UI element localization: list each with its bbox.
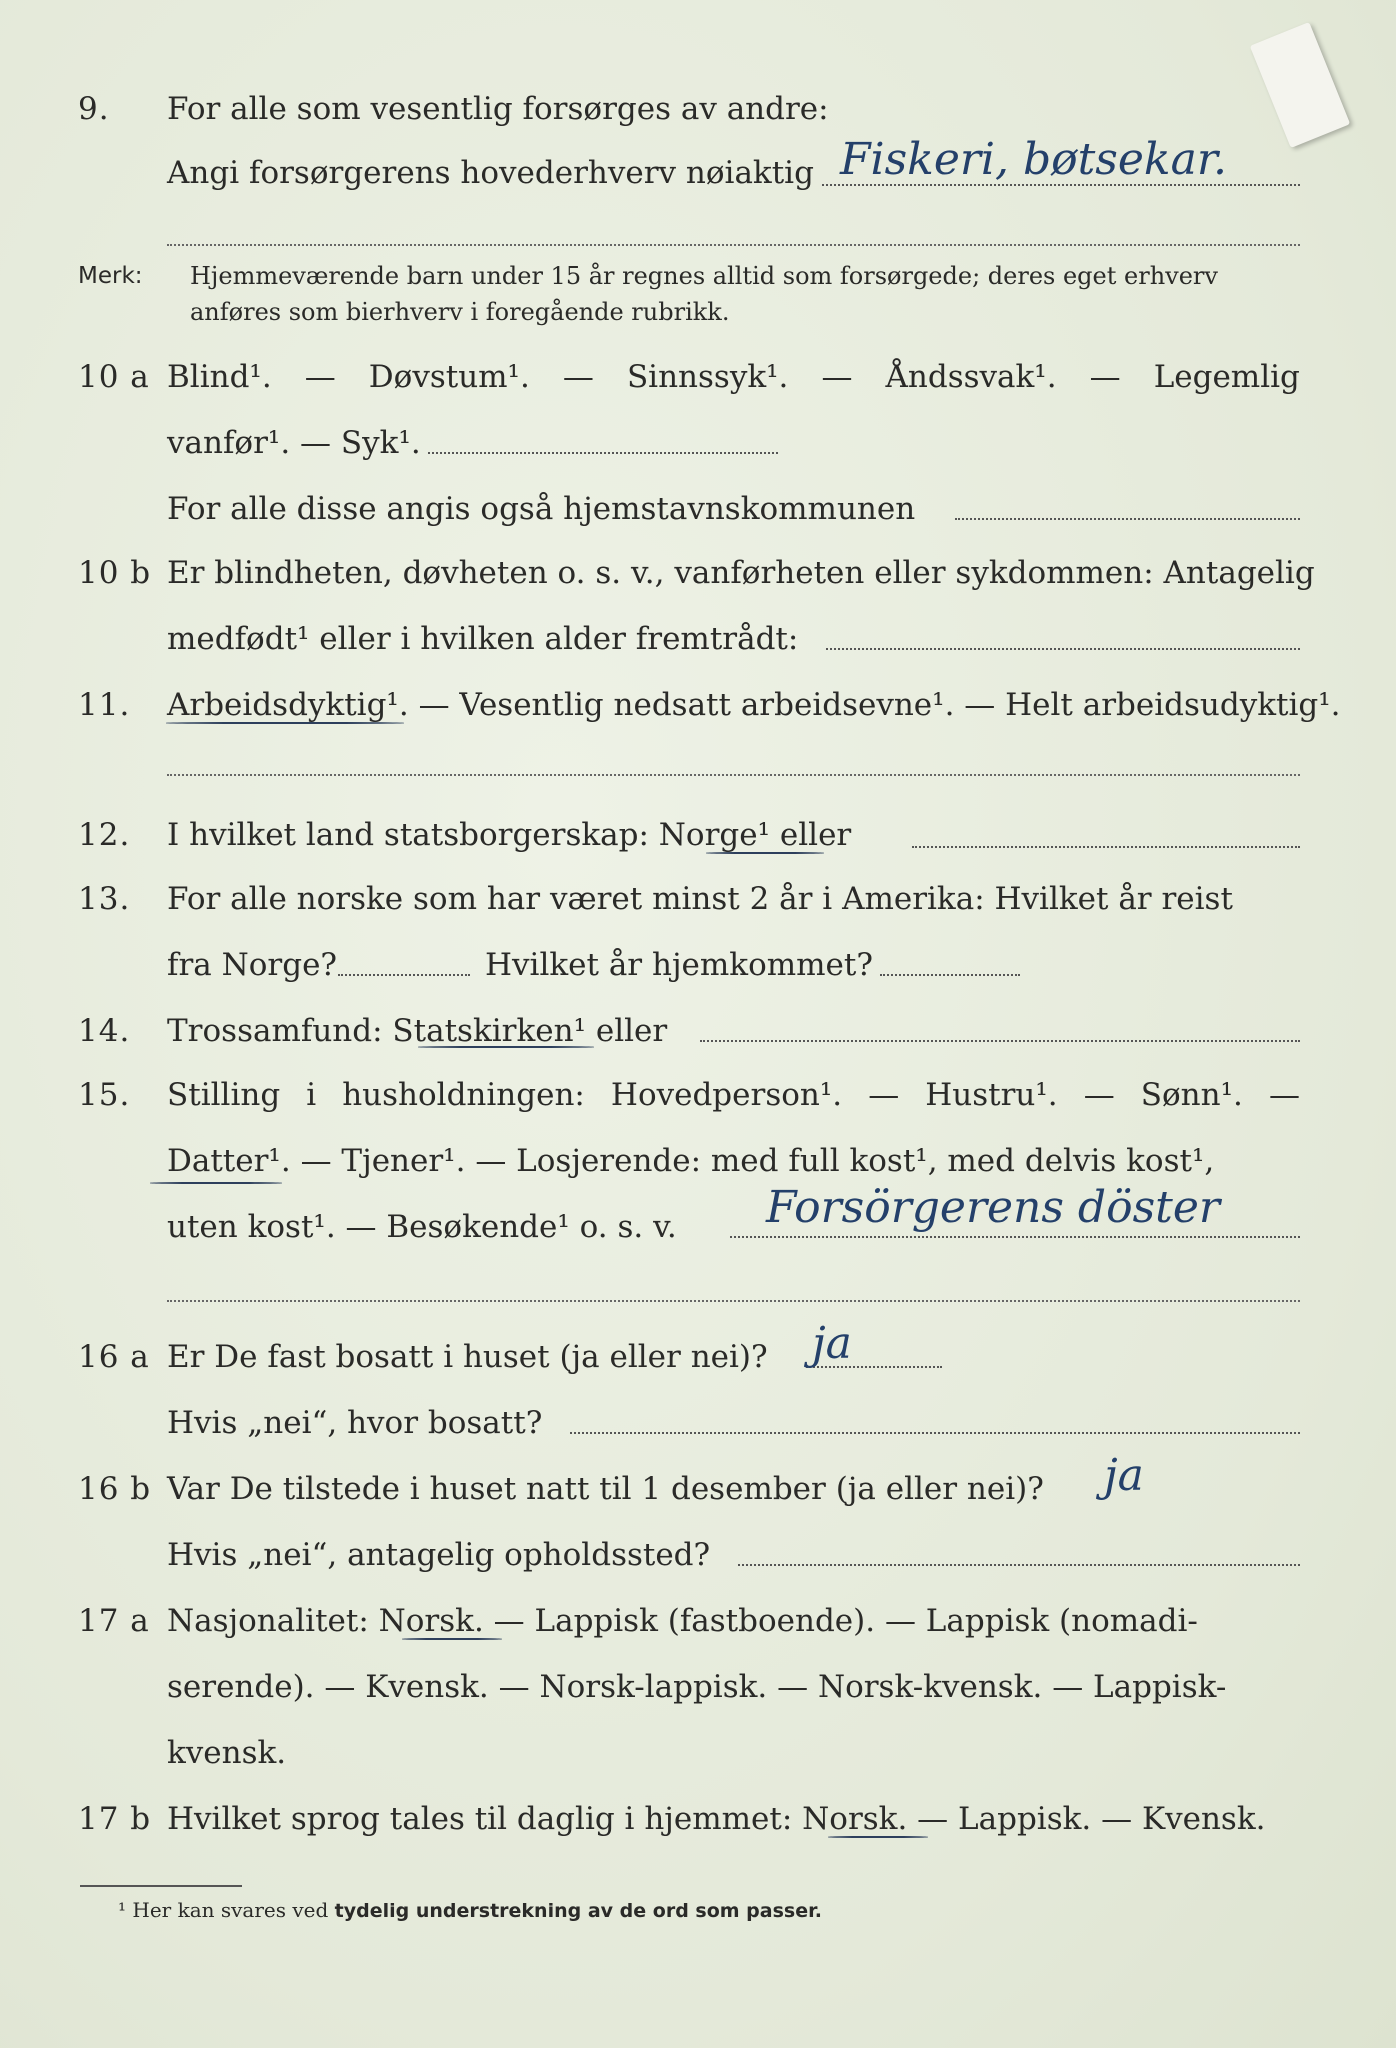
q17b-underline-mark xyxy=(828,1836,928,1838)
q17a-prefix: Nasjonalitet: xyxy=(167,1603,369,1639)
q10a-line2: vanfør¹. — Syk¹. xyxy=(167,425,421,461)
q10a-row3 xyxy=(0,484,1396,534)
q14-opt-statskirken: Statskirken¹ xyxy=(392,1013,586,1049)
q10b-row2 xyxy=(0,614,1396,664)
q17a-line2: serende). — Kvensk. — Norsk-lappisk. — Norsk-kvensk. — Lappisk- xyxy=(167,1669,1227,1705)
q17b-rest: — Lappisk. — Kvensk. xyxy=(917,1801,1266,1837)
q16a-line1: Er De fast bosatt i huset (ja eller nei)? xyxy=(167,1339,768,1375)
q11-rest: — Vesentlig nedsatt arbeidsevne¹. — Helt arbeidsudyktig¹. xyxy=(418,687,1341,723)
q16b-row2 xyxy=(0,1530,1396,1580)
q12-dotted-line xyxy=(912,846,1300,848)
q13-reist-dotted-line xyxy=(338,974,470,976)
q15-handwritten-answer: Forsörgerens döster xyxy=(766,1182,1220,1233)
q17b-line xyxy=(167,1794,1300,1844)
q15-opt-hustru: Hustru¹. xyxy=(925,1077,1058,1113)
opt-andssvak: Åndssvak¹. xyxy=(885,359,1057,395)
q14-line xyxy=(167,1006,1300,1056)
dash: — xyxy=(1268,1077,1300,1113)
q15-word: husholdningen: xyxy=(342,1077,585,1113)
q17b-number: 17 b xyxy=(78,1801,152,1837)
q13-number: 13. xyxy=(78,881,131,917)
q10a-line3: For alle disse angis også hjemstavnskommunen xyxy=(167,491,916,527)
merk-text: Hjemmeværende barn under 15 år regnes alltid som forsørgede; deres eget erhverv anføres som bierhverv i foregående rubrikk. xyxy=(190,262,1218,326)
q17b-row xyxy=(0,1794,1396,1844)
q16b-line2: Hvis „nei“, antagelig opholdssted? xyxy=(167,1537,711,1573)
q10a-hjemstavn-dotted-line xyxy=(955,518,1300,520)
q9-row xyxy=(0,84,1396,134)
q15-word: Stilling xyxy=(167,1077,281,1113)
q10b-row xyxy=(0,548,1396,598)
dash: — xyxy=(868,1077,900,1113)
q10a-row2 xyxy=(0,418,1396,468)
q16a-line2: Hvis „nei“, hvor bosatt? xyxy=(167,1405,543,1441)
q10a-line1 xyxy=(167,352,1300,402)
opt-sinnssyk: Sinnssyk¹. xyxy=(626,359,789,395)
q15-line1 xyxy=(167,1070,1300,1120)
q17a-rest: — Lappisk (fastboende). — Lappisk (nomadi- xyxy=(493,1603,1198,1639)
q17a-line3: kvensk. xyxy=(167,1735,287,1771)
q17a-number: 17 a xyxy=(78,1603,150,1639)
q13-row2 xyxy=(0,940,1396,990)
q15-word: i xyxy=(306,1077,317,1113)
q11-opt-arbeidsdyktig: Arbeidsdyktig¹. xyxy=(167,687,409,723)
dash: — xyxy=(821,359,853,395)
q15-line3: uten kost¹. — Besøkende¹ o. s. v. xyxy=(167,1209,677,1245)
q16b-line1: Var De tilstede i huset natt til 1 desember (ja eller nei)? xyxy=(167,1471,1044,1507)
q16b-handwritten-answer: ja xyxy=(1104,1450,1144,1501)
q10b-line2: medfødt¹ eller i hvilken alder fremtrådt: xyxy=(167,621,799,657)
q13-row xyxy=(0,874,1396,924)
q13-line2a: fra Norge? xyxy=(167,947,338,983)
dash: — xyxy=(304,359,336,395)
q11-extra-line xyxy=(167,774,1300,776)
q9-number: 9. xyxy=(78,91,110,127)
q16a-row xyxy=(0,1332,1396,1382)
q10a-number: 10 a xyxy=(78,359,150,395)
q15-underline-mark xyxy=(150,1182,282,1184)
merk-label: Merk: xyxy=(78,263,143,289)
q16a-number: 16 a xyxy=(78,1339,150,1375)
q15-line2-rest: — Tjener¹. — Losjerende: med full kost¹, med delvis kost¹, xyxy=(300,1143,1215,1179)
q10b-number: 10 b xyxy=(78,555,152,591)
q13-hjem-dotted-line xyxy=(880,974,1020,976)
q13-line2b: Hvilket år hjemkommet? xyxy=(485,947,873,983)
footnote-mark: ¹ xyxy=(118,1898,127,1922)
q10a-dotted-line xyxy=(428,452,778,454)
q15-number: 15. xyxy=(78,1077,131,1113)
opt-dovstum: Døvstum¹. xyxy=(368,359,530,395)
q14-prefix: Trossamfund: xyxy=(167,1013,383,1049)
q17a-underline-mark xyxy=(402,1638,502,1640)
q9-line2: Angi forsørgerens hovederhverv nøiaktig xyxy=(167,155,814,191)
q16a-bosatt-dotted-line xyxy=(570,1432,1300,1434)
footnote-rule xyxy=(80,1885,242,1887)
q17a-opt-norsk: Norsk. xyxy=(378,1603,484,1639)
q9-extra-line xyxy=(167,244,1300,246)
q10b-dotted-line xyxy=(826,648,1300,650)
q15-opt-datter: Datter¹. xyxy=(167,1143,291,1179)
q12-underline-mark xyxy=(706,852,824,854)
q15-opt-hovedperson: Hovedperson¹. xyxy=(610,1077,843,1113)
q10a-row xyxy=(0,352,1396,402)
q16b-opholdssted-dotted-line xyxy=(738,1564,1300,1566)
q17b-opt-norsk: Norsk. xyxy=(802,1801,908,1837)
q15-opt-sonn: Sønn¹. xyxy=(1140,1077,1243,1113)
q9-line1: For alle som vesentlig forsørges av andre: xyxy=(167,91,829,127)
q12-suffix: eller xyxy=(779,817,852,853)
q13-line1: For alle norske som har været minst 2 år i Amerika: Hvilket år reist xyxy=(167,881,1233,917)
q14-row xyxy=(0,1006,1396,1056)
q9-handwritten-answer: Fiskeri, bøtsekar. xyxy=(840,134,1227,185)
dash: — xyxy=(1089,359,1121,395)
q12-row xyxy=(0,810,1396,860)
q14-suffix: eller xyxy=(595,1013,668,1049)
q16a-row2 xyxy=(0,1398,1396,1448)
footnote-bold-text: tydelig understrekning av de ord som passer. xyxy=(334,1900,822,1922)
q16a-handwritten-answer: ja xyxy=(812,1318,852,1369)
q12-number: 12. xyxy=(78,817,131,853)
q15-dotted-line xyxy=(730,1236,1300,1238)
q15-extra-line xyxy=(167,1300,1300,1302)
q15-line2 xyxy=(167,1136,1300,1186)
q11-number: 11. xyxy=(78,687,131,723)
q10b-line1: Er blindheten, døvheten o. s. v., vanførheten eller sykdommen: Antagelig xyxy=(167,555,1315,591)
q15-row xyxy=(0,1070,1396,1120)
q14-underline-mark xyxy=(418,1046,594,1048)
q17a-row2 xyxy=(0,1662,1396,1712)
q12-prefix: I hvilket land statsborgerskap: xyxy=(167,817,649,853)
q17a-row xyxy=(0,1596,1396,1646)
footnote-text: Her kan svares ved xyxy=(132,1898,329,1922)
q17b-prefix: Hvilket sprog tales til daglig i hjemmet: xyxy=(167,1801,793,1837)
opt-legemlig: Legemlig xyxy=(1153,359,1300,395)
q12-opt-norge: Norge¹ xyxy=(658,817,771,853)
dash: — xyxy=(562,359,594,395)
opt-blind: Blind¹. xyxy=(167,359,272,395)
footnote xyxy=(118,1898,822,1922)
q14-number: 14. xyxy=(78,1013,131,1049)
q17a-line1 xyxy=(167,1596,1300,1646)
q16b-row xyxy=(0,1464,1396,1514)
q17a-row3 xyxy=(0,1728,1396,1778)
q14-dotted-line xyxy=(700,1040,1300,1042)
q16b-number: 16 b xyxy=(78,1471,152,1507)
dash: — xyxy=(1083,1077,1115,1113)
q11-underline-mark xyxy=(166,722,404,724)
q15-row2 xyxy=(0,1136,1396,1186)
